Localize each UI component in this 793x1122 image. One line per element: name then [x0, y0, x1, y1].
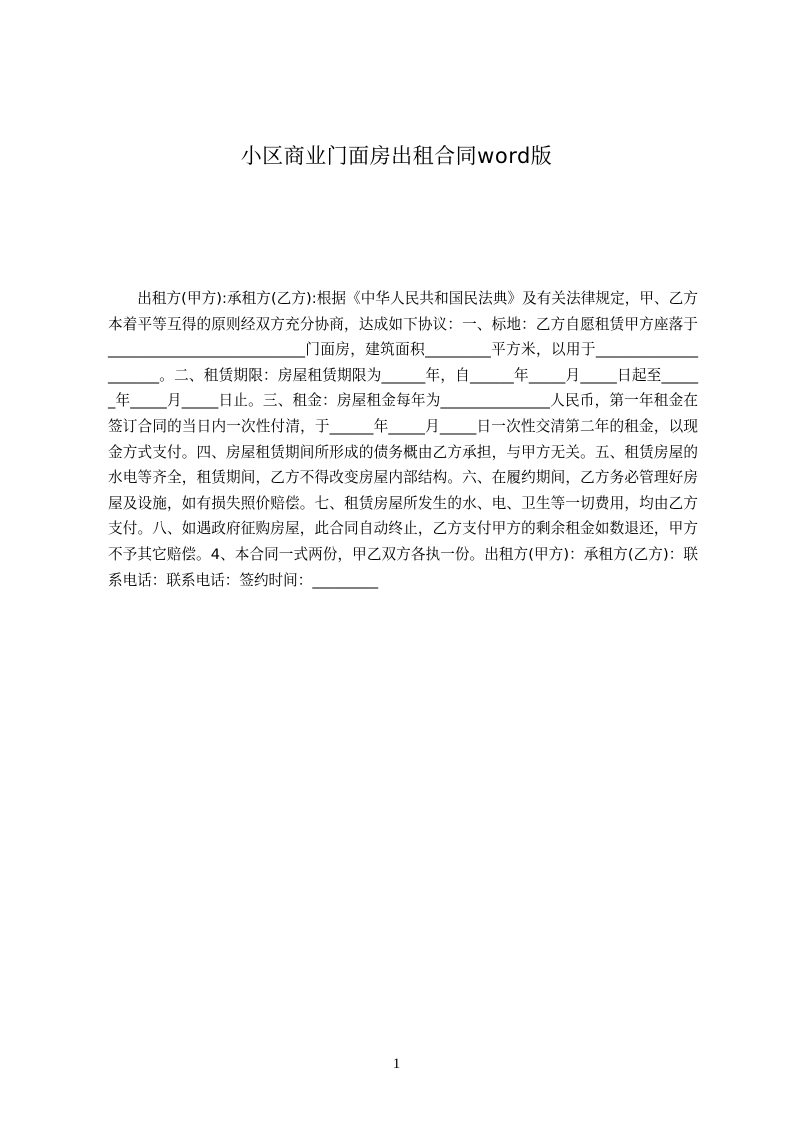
- page-number: 1: [392, 1056, 401, 1072]
- contract-body-text: 出租方(甲方):承租方(乙方):根据《中华人民共和国民法典》及有关法律规定，甲、乙方本着平等互得的原则经双方充分协商，达成如下协议：一、标地：乙方自愿租赁甲方座落于___________________________门面房，建筑面积_________平方米，以用于_____________________。二、租赁期限：房屋租赁期限为______年，自______年_____月_____日起至______年_____月_____日止。三、租金：房屋租金每年为_______________人民币，第一年租金在签订合同的当日内一次性付清，于______年_____月_____日一次性交清第二年的租金，以现金方式支付。四、房屋租赁期间所形成的债务概由乙方承担，与甲方无关。五、租赁房屋的水电等齐全，租赁期间，乙方不得改变房屋内部结构。六、在履约期间，乙方务必管理好房屋及设施，如有损失照价赔偿。七、租赁房屋所发生的水、电、卫生等一切费用，均由乙方支付。八、如遇政府征购房屋，此合同自动终止，乙方支付甲方的剩余租金如数退还，甲方不予其它赔偿。4、本合同一式两份，甲乙双方各执一份。出租方(甲方)：承租方(乙方)：联系电话：联系电话：签约时间：_________: [108, 290, 698, 589]
- document-title: 小区商业门面房出租合同word版: [240, 144, 553, 168]
